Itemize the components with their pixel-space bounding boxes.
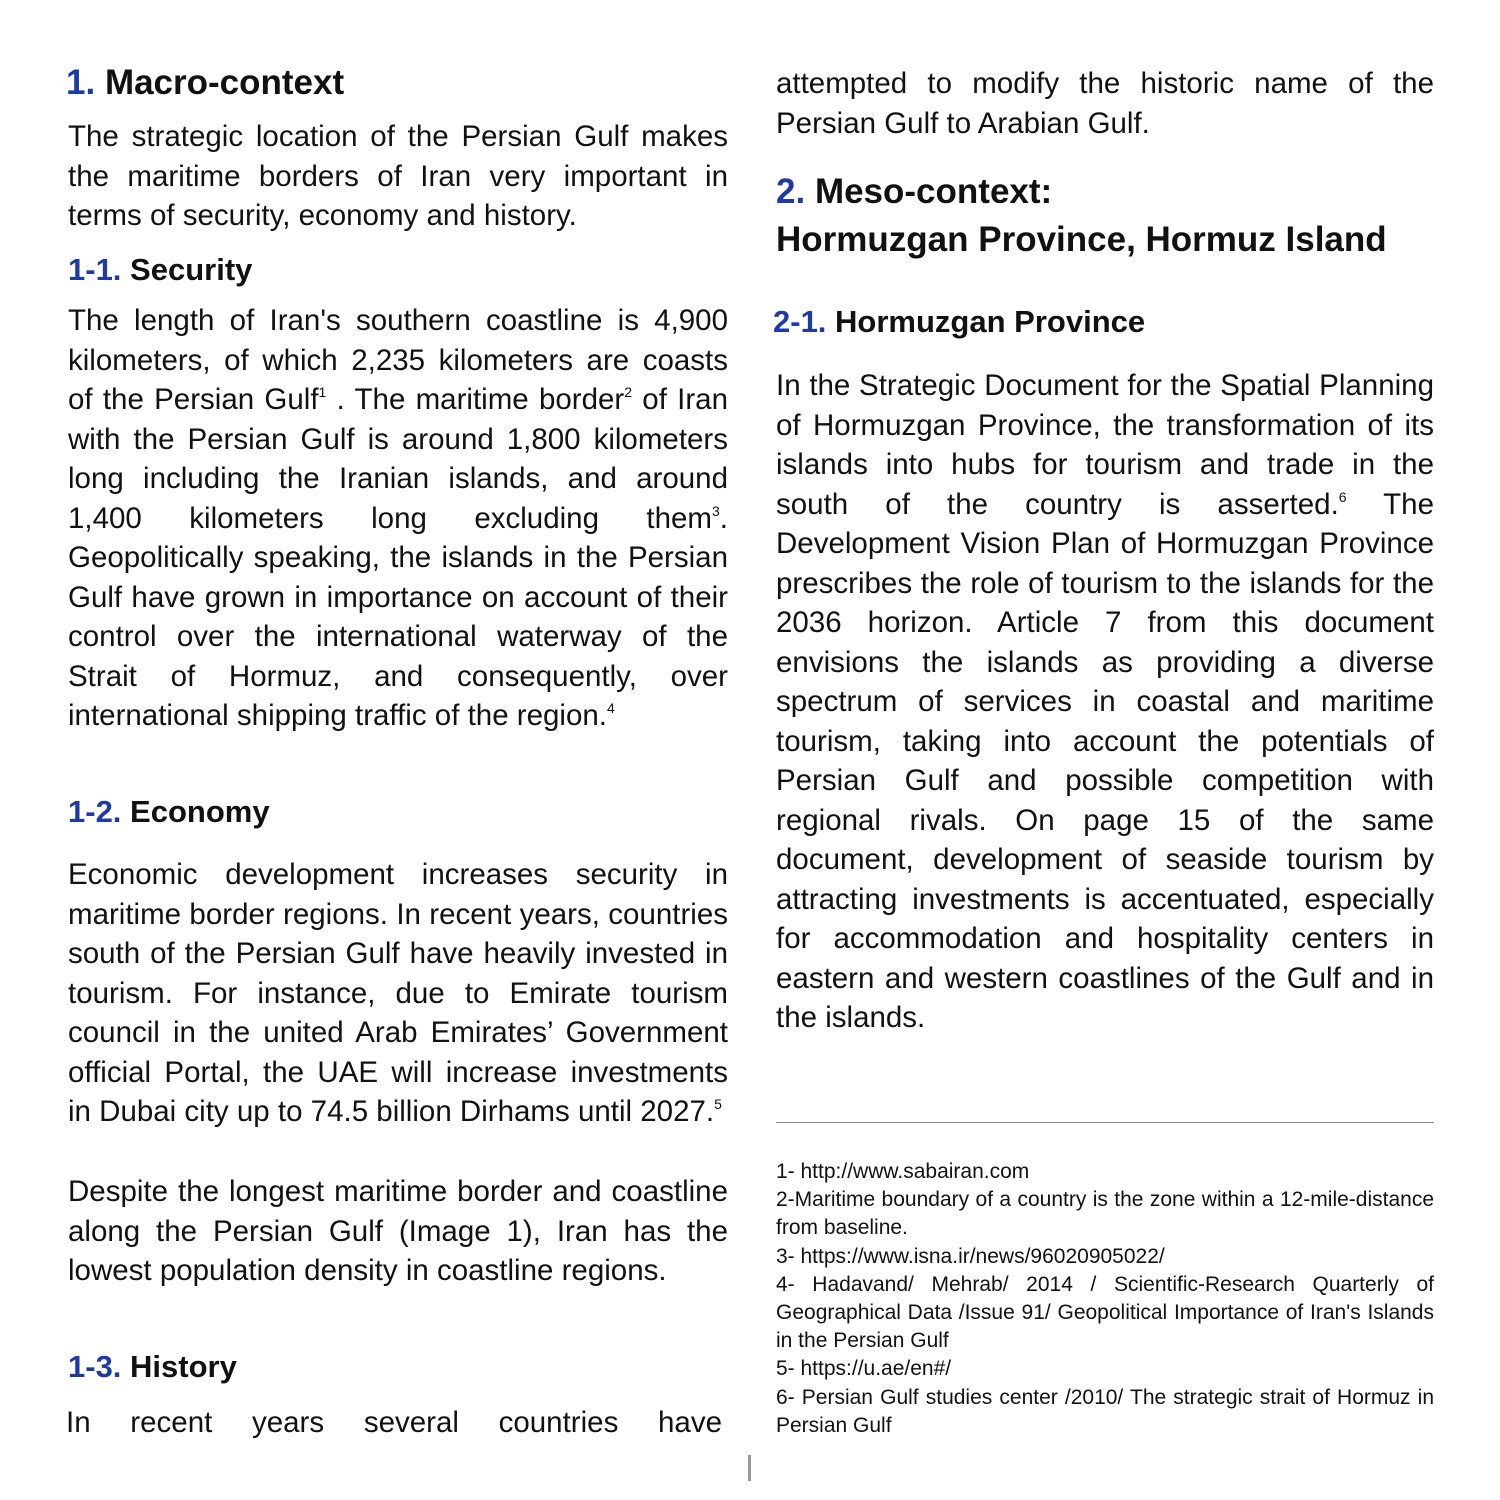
section-title-line-2: Hormuzgan Province, Hormuz Island [776,220,1387,259]
page-marker [748,1455,751,1481]
text-run: . Geopolitically speaking, the islands in the Persian Gulf have grown in importance on account of their control over the international waterway of the Strait of Hormuz, and consequently, over international shipping traffic of the region. [68,501,728,732]
footnote-ref[interactable]: 5 [714,1096,722,1112]
footnote-ref[interactable]: 3 [712,502,720,519]
footnote-item: 4- Hadavand/ Mehrab/ 2014 / Scientific-Research Quarterly of Geographical Data /Issue 91/ Geopolitical Importance of Iran's Islands in the Persian Gulf [776,1272,1434,1353]
footnote-ref[interactable]: 6 [1338,488,1347,505]
subsection-title: Hormuzgan Province [835,304,1146,339]
footnote-item[interactable]: 5- https://u.ae/en#/ [776,1357,952,1381]
text-run: of Iran with the Persian Gulf is around 1,800 kilometers long including the Iranian islands, and around 1,400 kilometers long excluding them [68,383,728,535]
footnote-item[interactable]: 3- https://www.isna.ir/news/96020905022/ [776,1244,1165,1268]
security-paragraph [68,301,728,736]
text-run: The length of Iran's southern coastline is 4,900 kilometers, of which 2,235 kilometers are coasts of the Persian Gulf [68,304,728,416]
footnote-ref[interactable]: 2 [624,384,633,400]
section-1-intro: The strategic location of the Persian Gulf makes the maritime borders of Iran very important in terms of security, economy and history. [68,120,728,232]
history-paragraph-start: In recent years several countries have [66,1406,722,1439]
section-title: Macro-context [104,63,345,102]
footnote-ref[interactable]: 1 [318,384,327,400]
subsection-title: Economy [130,794,270,829]
text-run: The Development Vision Plan of Hormuzgan Province prescribes the role of tourism to the islands for the 2036 horizon. Article 7 from this document envisions the islands as providing a diverse spectrum of services in coastal and maritime tourism, taking into account the potentials of Persian Gulf and possible competition with regional rivals. On page 15 of the same document, development of seaside tourism by attracting investments is accentuated, especially for accommodation and hospitality centers in eastern and western coastlines of the Gulf and in the islands. [776,487,1434,1034]
subsection-1-2-heading [68,792,270,832]
section-number: 1. [66,63,96,102]
subsection-title: Security [130,252,253,287]
footnote-divider [776,1122,1434,1123]
economy-paragraph-2: Despite the longest maritime border and coastline along the Persian Gulf (Image 1), Iran has the lowest population density in coastline regions. [68,1175,728,1287]
subsection-2-1-heading [773,302,1145,342]
text-run: In the Strategic Document for the Spatial Planning of Hormuzgan Province, the transformation of its islands into hubs for tourism and trade in the south of the country is asserted. [776,369,1434,521]
text-run: . The maritime border [326,383,625,416]
section-2-heading [776,168,1387,264]
footnote-item: 6- Persian Gulf studies center /2010/ The strategic strait of Hormuz in Persian Gulf [776,1385,1434,1437]
subsection-1-3-heading [68,1347,237,1387]
section-title: Meso-context: [814,172,1053,211]
history-paragraph-continued: attempted to modify the historic name of the Persian Gulf to Arabian Gulf. [776,67,1434,140]
subsection-number: 1-1. [68,252,122,287]
subsection-number: 1-2. [68,794,122,829]
section-1-heading [66,60,344,106]
footnote-ref[interactable]: 4 [607,700,615,716]
hormuzgan-paragraph [776,366,1434,1038]
footnote-item[interactable]: 1- http://www.sabairan.com [776,1160,1030,1183]
text-run: Economic development increases security in maritime border regions. In recent years, countries south of the Persian Gulf have heavily invested in tourism. For instance, due to Emirate tourism council in the united Arab Emirates’ Government official Portal, the UAE will increase investments in Dubai city up to 74.5 billion Dirhams until 2027. [68,858,728,1128]
footnotes [776,1158,1434,1440]
footnote-item: 2-Maritime boundary of a country is the zone within a 12-mile-distance from baseline. [776,1188,1434,1240]
subsection-title: History [130,1349,237,1384]
subsection-number: 1-3. [68,1349,122,1384]
subsection-number: 2-1. [773,304,827,339]
economy-paragraph [68,855,728,1132]
section-number: 2. [776,172,806,211]
subsection-1-1-heading [68,250,252,290]
